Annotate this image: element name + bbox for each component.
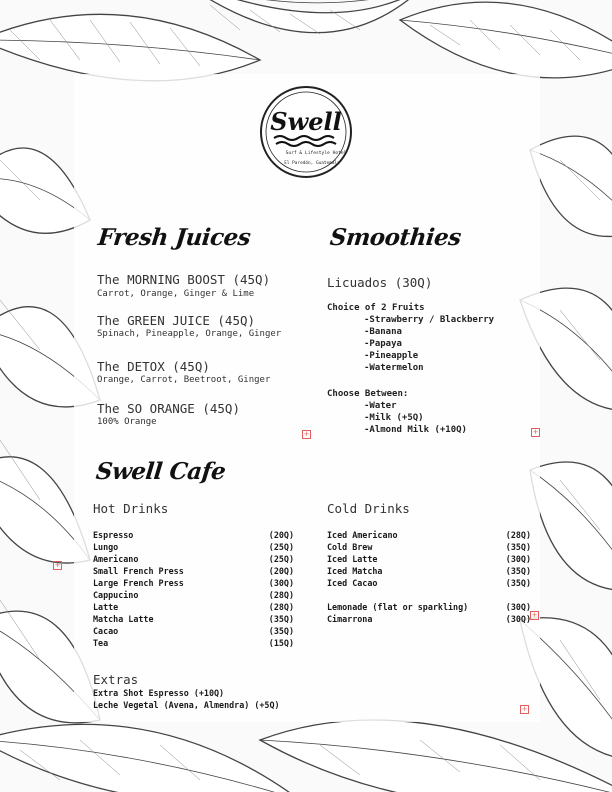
menu-row [327,602,531,612]
menu-row [327,530,531,540]
row-price: (35Q) [268,626,294,636]
menu-row [327,578,531,588]
juice-desc: Orange, Carrot, Beetroot, Ginger [97,375,271,385]
row-price: (30Q) [505,554,531,564]
row-price: (15Q) [268,638,294,648]
menu-row [93,554,294,564]
smoothie-title: Licuados (30Q) [327,275,433,290]
row-price: (35Q) [505,566,531,576]
swell-cafe-heading: Swell Cafe [94,458,227,485]
menu-row [93,614,294,624]
row-name: Iced Matcha [327,566,383,576]
base-option: -Milk (+5Q) [364,413,424,423]
row-name: Cimarrona [327,614,373,624]
smoothies-heading: Smoothies [328,224,463,251]
extra-item: Leche Vegetal (Avena, Almendra) (+5Q) [93,700,280,710]
fruit-option: -Pineapple [364,351,419,361]
row-name: Americano [93,554,139,564]
placeholder-marker-icon: + [303,430,310,438]
row-name: Iced Latte [327,554,378,564]
row-price: (25Q) [268,554,294,564]
row-name: Lemonade (flat or sparkling) [327,602,469,612]
fruit-option: -Banana [364,327,402,337]
menu-row [327,542,531,552]
juice-desc: 100% Orange [97,417,157,427]
base-option: -Water [364,401,397,411]
row-price: (35Q) [505,578,531,588]
row-name: Cacao [93,626,119,636]
base-option: -Almond Milk (+10Q) [364,425,467,435]
placeholder-marker-icon: + [532,428,539,436]
swell-logo [258,84,354,180]
row-name: Iced Cacao [327,578,378,588]
menu-row [93,530,294,540]
row-price: (30Q) [268,578,294,588]
juice-title: The GREEN JUICE (45Q) [97,313,256,328]
placeholder-marker-icon: + [531,611,538,619]
juice-desc: Spinach, Pineapple, Orange, Ginger [97,329,282,339]
row-price: (30Q) [505,602,531,612]
row-price: (28Q) [505,530,531,540]
menu-row [93,542,294,552]
row-name: Cold Brew [327,542,373,552]
row-name: Lungo [93,542,119,552]
row-price: (20Q) [268,530,294,540]
extra-item: Extra Shot Espresso (+10Q) [93,688,225,698]
placeholder-marker-icon: + [54,561,61,569]
menu-row [93,590,294,600]
placeholder-marker-icon: + [521,705,528,713]
hot-drinks-heading: Hot Drinks [93,501,169,516]
logo-location: El Paredón, Guatemala [284,161,340,166]
fruits-label: Choice of 2 Fruits [327,303,425,313]
row-price: (20Q) [268,566,294,576]
juice-title: The DETOX (45Q) [97,359,210,374]
row-name: Tea [93,638,109,648]
row-name: Espresso [93,530,134,540]
cold-drinks-heading: Cold Drinks [327,501,410,516]
row-name: Cappucino [93,590,139,600]
fruit-option: -Papaya [364,339,402,349]
juice-desc: Carrot, Orange, Ginger & Lime [97,289,255,299]
fruit-option: -Strawberry / Blackberry [364,315,495,325]
menu-row [327,566,531,576]
row-name: Large French Press [93,578,184,588]
menu-row [327,554,531,564]
menu-row [93,566,294,576]
row-price: (28Q) [268,590,294,600]
row-price: (35Q) [505,542,531,552]
row-price: (35Q) [268,614,294,624]
juice-title: The SO ORANGE (45Q) [97,401,240,416]
fruit-option: -Watermelon [364,363,424,373]
menu-row [93,602,294,612]
row-price: (30Q) [505,614,531,624]
row-price: (25Q) [268,542,294,552]
fresh-juices-heading: Fresh Juices [96,224,252,251]
row-name: Latte [93,602,119,612]
row-name: Matcha Latte [93,614,154,624]
menu-row [93,578,294,588]
menu-row [93,638,294,648]
juice-title: The MORNING BOOST (45Q) [97,272,271,287]
menu-row [327,614,531,624]
logo-name: Swell [270,107,342,136]
extras-heading: Extras [93,672,139,687]
menu-row [93,626,294,636]
row-name: Small French Press [93,566,184,576]
base-label: Choose Between: [327,389,409,399]
logo-tagline: Surf & Lifestyle Hotel [285,151,347,156]
row-name: Iced Americano [327,530,398,540]
row-price: (28Q) [268,602,294,612]
